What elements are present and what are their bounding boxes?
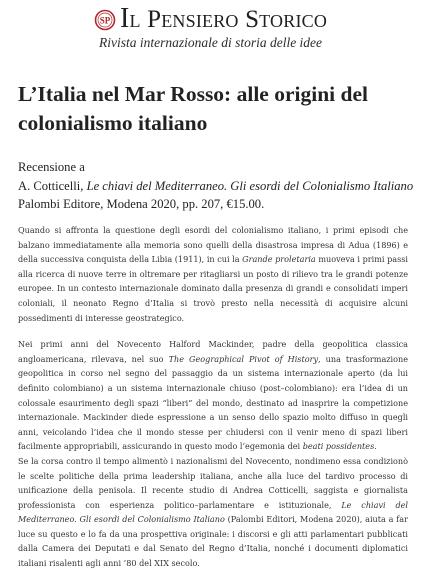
book-author: A. Cotticelli, — [18, 178, 87, 193]
paragraph-3 — [18, 454, 408, 571]
book-publisher: Palombi Editore, Modena 2020, pp. 207, €15.00. — [18, 197, 265, 211]
journal-title-initial: I — [119, 3, 130, 34]
article-body — [18, 223, 408, 571]
book-title: Le chiavi del Mediterraneo. Gli esordi del Colonialismo Italiano — [86, 178, 414, 193]
paragraph-2-text-b: , una trasformazione geopolitica in corso nel segno del passaggio da un sistema internazionale aperto (da lui definito colombiano) a un sistema internazionale chiuso (post–colombiano): era l’idea di un colossale esaurimento degli spazi “liberi” del mondo, destinato ad inasprire la competizione internazionale. Mackinder diede espressione a un senso dello spazio molto diffuso in quegli anni, veicolando l’idea che il mondo stesse per chiudersi con il venir meno di spazi liberi facilmente appropriabili, assicurando in questo modo l’egemonia dei — [18, 353, 408, 452]
journal-title-rest: l Pensiero Storico — [129, 6, 328, 33]
paragraph-2-text-c: . — [374, 441, 377, 452]
paragraph-3-emphasis: Le chiavi del Mediterraneo. Gli esordi del Colonialismo Italiano — [18, 499, 408, 525]
journal-subtitle: Rivista internazionale di storia delle idee — [98, 35, 323, 50]
paragraph-2 — [18, 337, 408, 454]
masthead — [0, 3, 421, 51]
paragraph-3-text-a: Se la corsa contro il tempo alimentò i nazionalismi del Novecento, nondimeno essa condizionò le scelte politiche della prima leadership italiana, anche alla luce del tardivo processo di unificazione della penisola. Il recente studio di Andrea Cotticelli, saggista e giornalista professionista con esperienza politico–parlamentare e istituzionale, — [18, 455, 408, 510]
review-block — [18, 158, 413, 214]
paragraph-1 — [18, 223, 408, 325]
article-title: L’Italia nel Mar Rosso: alle origini del colonialismo italiano — [18, 82, 368, 135]
review-label: Recensione a — [18, 160, 85, 174]
journal-title — [119, 3, 328, 34]
paragraph-1-text: Quando si affronta la questione degli esordi del colonialismo italiano, i primi episodi che balzano immediatamente alla memoria sono quelli della disastrosa impresa di Adua (1896) e della successiva conquista della Libia (1911), in cui la — [18, 225, 408, 265]
paragraph-1-emphasis: Grande proletaria — [242, 254, 316, 265]
book-citation — [18, 177, 413, 196]
paragraph-2-emphasis-2: beati possidentes — [302, 441, 375, 452]
paragraph-3-text-b: (Palombi Editori, Modena 2020), aiuta a far luce su questo e lo fa da una prospettiva originale: i discorsi e gli atti parlamentari pubblicati dalla Camera dei Deputati e dal Senato del Regno d’Italia, nonché i documenti diplomatici italiani risalenti agli anni ’80 del XIX secolo. — [18, 514, 408, 569]
paragraph-2-emphasis-1: The Geographical Pivot of History — [168, 353, 319, 364]
paragraph-1-tail: muoveva i primi passi alla ricerca di nuove terre in oltremare per ritagliarsi un posto di rilievo tra le grandi potenze europee. In un contesto internazionale dominato dalla presenza di grandi e consolidati imperi coloniali, il neonato Regno d’Italia si trovò presto nella necessità di acquisire alcuni possedimenti di interesse geostrategico. — [18, 254, 408, 323]
journal-logo-icon — [94, 9, 116, 31]
paragraph-2-text-a: Nei primi anni del Novecento Halford Mackinder, padre della geopolitica classica angloamericana, rilevava, nel suo — [18, 339, 408, 364]
masthead-row — [0, 3, 421, 34]
svg-text:SP: SP — [99, 15, 111, 25]
